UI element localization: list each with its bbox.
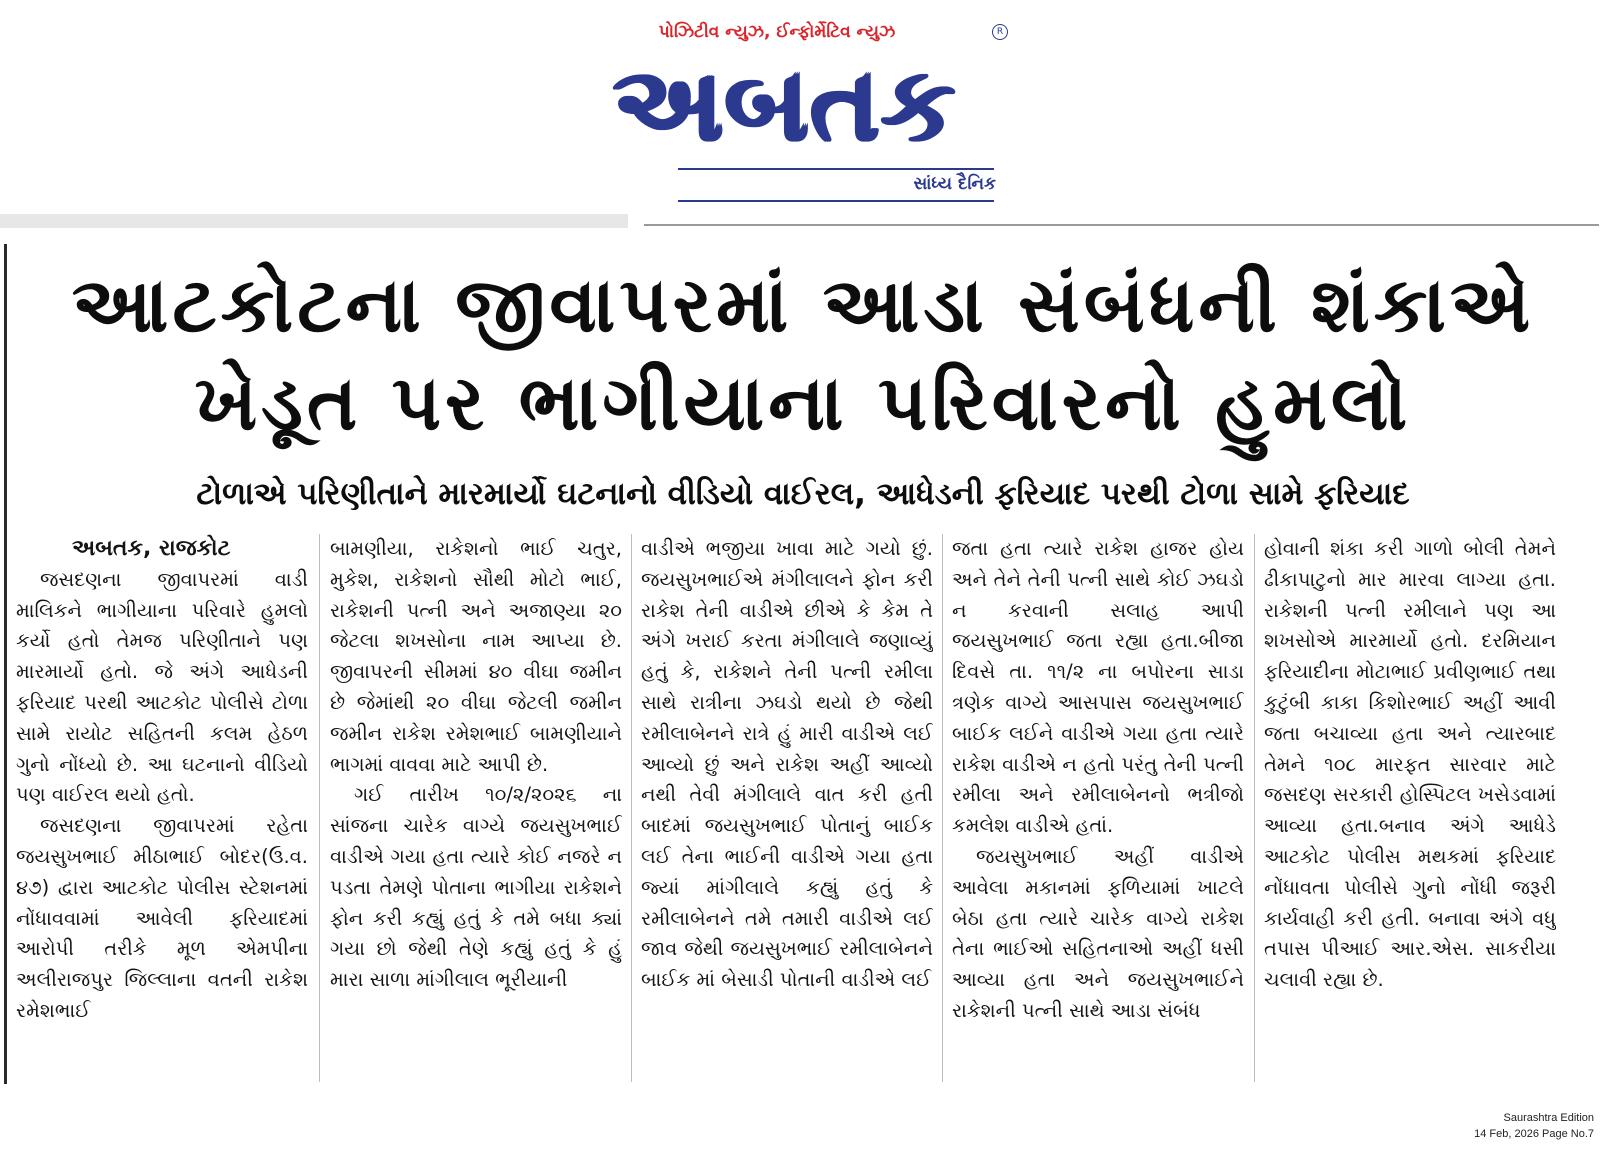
masthead-tagline: પોઝિટીવ ન્યુઝ, ઈન્ફોર્મેટિવ ન્યુઝ	[658, 22, 896, 42]
column-divider	[942, 534, 943, 1082]
article-column-2	[330, 534, 622, 1088]
article-column-4	[952, 534, 1244, 1088]
column-paragraph: જસદણના જીવાપરમાં રહેતા જયસુખભાઈ મીઠાભાઈ બોદર(ઉ.વ. ૪૭) દ્વારા આટકોટ પોલીસ સ્ટેશનમાં નોંધાવવામાં આવેલી ફરિયાદમાં આરોપી તરીકે મૂળ એમપીના અલીરાજપુર જિલ્લાના વતની રાકેશ રમેશભાઈ	[16, 814, 308, 1022]
column-paragraph: હોવાની શંકા કરી ગાળો બોલી તેમને ઢીકાપાટુનો માર મારવા લાગ્યા હતા. રાકેશની પત્ની રમીલાને પણ આ શખસોએ મારમાર્યો હતો. દરમિયાન ફરિયાદીના મોટાભાઈ પ્રવીણભાઈ તથા કુટુંબી કાકા કિશોરભાઈ અહીં આવી જતા બચાવ્યા હતા અને ત્યારબાદ તેમને ૧૦૮ મારફત સારવાર માટે જસદણ સરકારી હોસ્પિટલ ખસેડવામાં આવ્યા હતા.બનાવ અંગે આધેડે આટકોટ પોલીસ મથકમાં ફરિયાદ નોંધાવતા પોલીસે ગુનો નોંધી જરૂરી કાર્યવાહી કરી હતી. બનાવા અંગે વધુ તપાસ પીઆઈ આર.એસ. સાકરીયા ચલાવી રહ્યા છે.	[1264, 537, 1556, 992]
masthead-divider	[678, 168, 994, 170]
column-paragraph: બામણીયા, રાકેશનો ભાઈ ચતુર, મુકેશ, રાકેશનો સૌથી મોટો ભાઈ, રાકેશની પત્ની અને અજાણ્યા ૨૦ જેટલા શખસોના નામ આપ્યા છે. જીવાપરની સીમમાં ૪૦ વીઘા જમીન છે જેમાંથી ૨૦ વીઘા જેટલી જમીન જમીન રાકેશ રમેશભાઈ બામણીયાને ભાગમાં વાવવા માટે આપી છે.	[330, 537, 622, 776]
masthead	[560, 14, 1020, 204]
date-page-label: 14 Feb, 2026 Page No.7	[1474, 1128, 1594, 1140]
article-column-1	[16, 534, 308, 1088]
column-paragraph: જયસુખભાઈ અહીં વાડીએ આવેલા મકાનમાં ફળિયામાં ખાટલે બેઠા હતા ત્યારે ચારેક વાગ્યે રાકેશ તેના ભાઈઓ સહિતનાઓ અહીં ધસી આવ્યા હતા અને જયસુખભાઈને રાકેશની પત્ની સાથે આડા સંબંધ	[952, 844, 1244, 1022]
column-paragraph: જસદણના જીવાપરમાં વાડી માલિકને ભાગીયાના પરિવારે હુમલો કર્યો હતો તેમજ પરિણીતાને પણ મારમાર્યો હતો. જે અંગે આધેડની ફરિયાદ પરથી આટકોટ પોલીસે ટોળા સામે રાયોટ સહિતની કલમ હેઠળ ગુનો નોંધ્યો છે. આ ઘટનાનો વીડિયો પણ વાઈરલ થયો હતો.	[16, 567, 308, 807]
column-paragraph: વાડીએ ભજીયા ખાવા માટે ગયો છું. જયસુખભાઈએ મંગીલાલને ફોન કરી રાકેશ તેની વાડીએ છીએ કે કેમ તે અંગે ખરાઈ કરતા મંગીલાલે જણાવ્યું હતું કે, રાકેશને તેની પત્ની રમીલા સાથે રાત્રીના ઝઘડો થયો છે જેથી રમીલાબેનને રાત્રે હું મારી વાડીએ લઈ આવ્યો છું અને રાકેશ અહીં આવ્યો નથી તેવી મંગીલાલે વાત કરી હતી બાદમાં જયસુખભાઈ પોતાનું બાઈક લઈ તેના ભાઈની વાડીએ ગયા હતા જ્યાં માંગીલાલે કહ્યું હતું કે રમીલાબેનને તમે તમારી વાડીએ લઈ જાવ જેથી જયસુખભાઈ રમીલાબેનને બાઈક માં બેસાડી પોતાની વાડીએ લઈ	[641, 537, 933, 992]
article-column-3	[641, 534, 933, 1088]
headline-line-1: આટકોટના જીવાપરમાં આડા સંબંધની શંકાએ	[71, 260, 1535, 349]
article-subheadline: ટોળાએ પરિણીતાને મારમાર્યો ઘટનાનો વીડિયો વાઈરલ, આધેડની ફરિયાદ પરથી ટોળા સામે ફરિયાદ	[196, 476, 1410, 512]
column-paragraph: જતા હતા ત્યારે રાકેશ હાજર હોય અને તેને તેની પત્ની સાથે કોઈ ઝઘડો ન કરવાની સલાહ આપી જયસુખભાઈ જતા રહ્યા હતા.બીજા દિવસે તા. ૧૧/૨ ના બપોરના સાડા ત્રણેક વાગ્યે આસપાસ જયસુખભાઈ બાઈક લઈને વાડીએ ગયા હતા ત્યારે રાકેશ વાડીએ ન હતો પરંતુ તેની પત્ની રમીલા અને રમીલાબેનનો ભત્રીજો કમલેશ વાડીએ હતાં.	[952, 537, 1244, 838]
cropped-article-strip	[0, 214, 628, 228]
column-divider	[1254, 534, 1255, 1082]
article-headline	[16, 256, 1590, 452]
column-divider	[319, 534, 320, 1082]
article-border	[4, 244, 7, 1084]
masthead-divider-bottom	[678, 200, 994, 202]
headline-line-2: ખેડૂત પર ભાગીયાના પરિવારનો હુમલો	[194, 358, 1412, 447]
registered-mark: R	[992, 24, 1008, 40]
section-rule	[644, 224, 1599, 226]
edition-label: Saurashtra Edition	[1503, 1112, 1594, 1124]
masthead-subtitle: સાંધ્ય દૈનિક	[913, 174, 996, 194]
page-footer	[1410, 1110, 1594, 1142]
newspaper-logo: અબતક	[613, 43, 957, 165]
column-paragraph: ગઈ તારીખ ૧૦/૨/૨૦૨૬ ના સાંજના ચારેક વાગ્યે જયસુખભાઈ વાડીએ ગયા હતા ત્યારે કોઈ નજરે ન પડતા તેમણે પોતાના ભાગીયા રાકેશને ફોન કરી કહ્યું હતું કે તમે બધા ક્યાં ગયા છો જેથી તેણે કહ્યું હતું કે હું મારા સાળા માંગીલાલ ભૂરીયાની	[330, 783, 622, 992]
article-dateline: અબતક, રાજકોટ	[72, 536, 231, 561]
article-column-5	[1264, 534, 1556, 1088]
column-divider	[631, 534, 632, 1082]
